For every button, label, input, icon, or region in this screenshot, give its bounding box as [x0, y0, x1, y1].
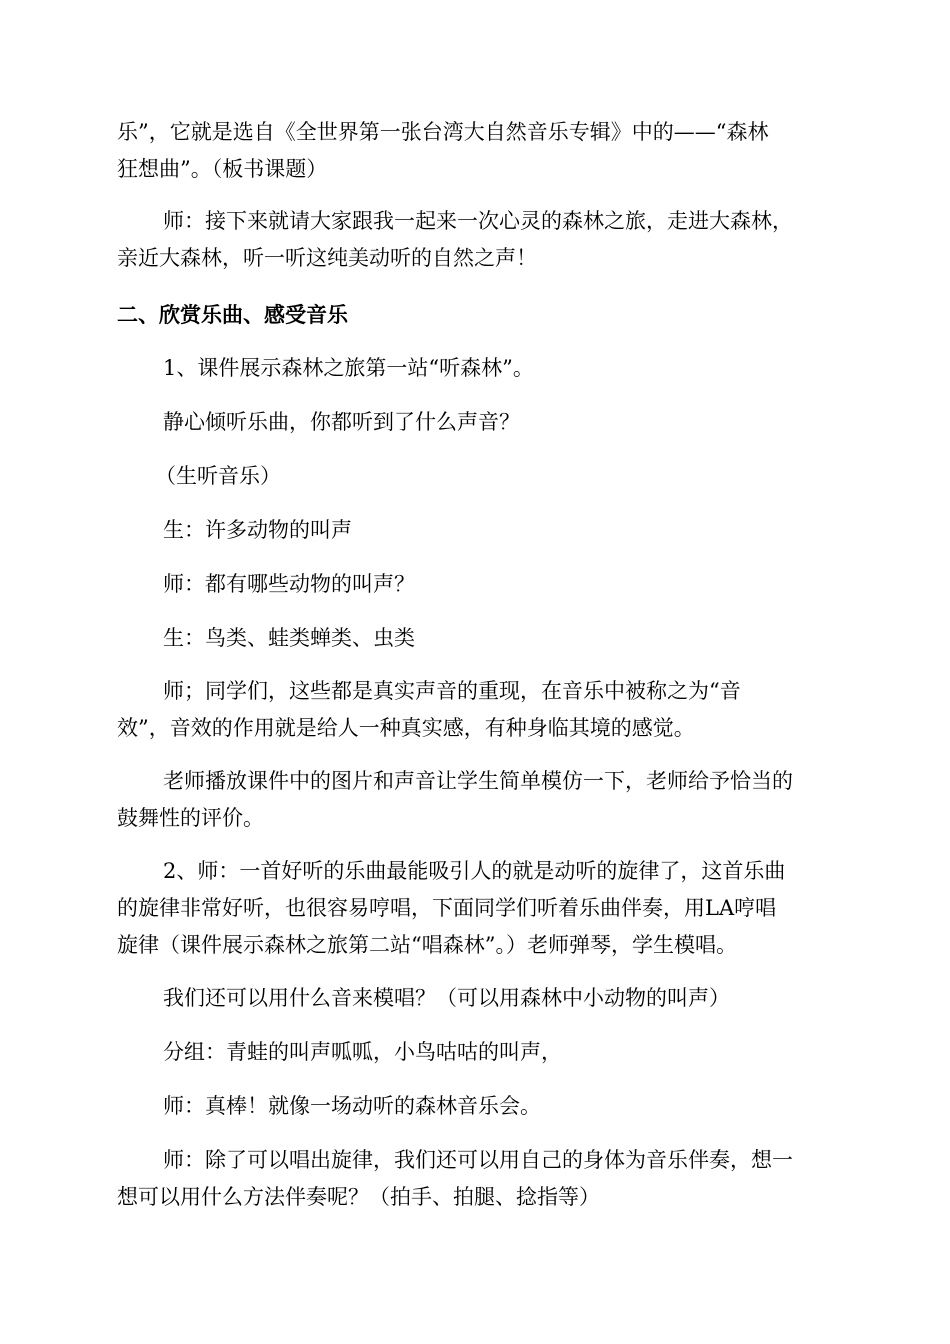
paragraph-line: 2、师：一首好听的乐曲最能吸引人的就是动听的旋律了，这首乐曲 [163, 859, 786, 883]
paragraph-line: 师；同学们，这些都是真实声音的重现，在音乐中被称之为“音 [163, 679, 741, 703]
paragraph-line: 想可以用什么方法伴奏呢？（拍手、拍腿、捻指等） [117, 1185, 600, 1209]
paragraph-line: 师：真棒！就像一场动听的森林音乐会。 [163, 1094, 541, 1118]
paragraph-line: 静心倾听乐曲，你都听到了什么声音？ [163, 410, 520, 434]
paragraph-line: 生：许多动物的叫声 [163, 518, 352, 542]
paragraph-line: 旋律（课件展示森林之旅第二站“唱森林”。）老师弹琴，学生模唱。 [117, 933, 737, 957]
paragraph-line: 效”，音效的作用就是给人一种真实感，有种身临其境的感觉。 [117, 716, 695, 740]
paragraph-line: 鼓舞性的评价。 [117, 806, 264, 830]
paragraph-line: 我们还可以用什么音来模唱？（可以用森林中小动物的叫声） [163, 986, 730, 1010]
section-heading: 二、欣赏乐曲、感受音乐 [117, 303, 348, 327]
paragraph-line: 师：除了可以唱出旋律，我们还可以用自己的身体为音乐伴奏，想一 [163, 1148, 793, 1172]
paragraph-line: 狂想曲”。（板书课题） [117, 157, 328, 181]
paragraph-line: 老师播放课件中的图片和声音让学生简单模仿一下，老师给予恰当的 [163, 769, 793, 793]
paragraph-line: （生听音乐） [155, 464, 281, 488]
paragraph-line: 生：鸟类、蛙类蝉类、虫类 [163, 626, 415, 650]
paragraph-line: 1、课件展示森林之旅第一站“听森林”。 [163, 356, 534, 380]
paragraph-line: 师：都有哪些动物的叫声？ [163, 572, 415, 596]
paragraph-line: 的旋律非常好听，也很容易哼唱，下面同学们听着乐曲伴奏，用LA哼唱 [117, 896, 777, 920]
paragraph-line: 亲近大森林，听一听这纯美动听的自然之声！ [117, 246, 537, 270]
paragraph-line: 乐”，它就是选自《全世界第一张台湾大自然音乐专辑》中的——“森林 [117, 120, 769, 144]
paragraph-line: 师：接下来就请大家跟我一起来一次心灵的森林之旅，走进大森林， [163, 209, 793, 233]
paragraph-line: 分组：青蛙的叫声呱呱，小鸟咕咕的叫声， [163, 1040, 562, 1064]
